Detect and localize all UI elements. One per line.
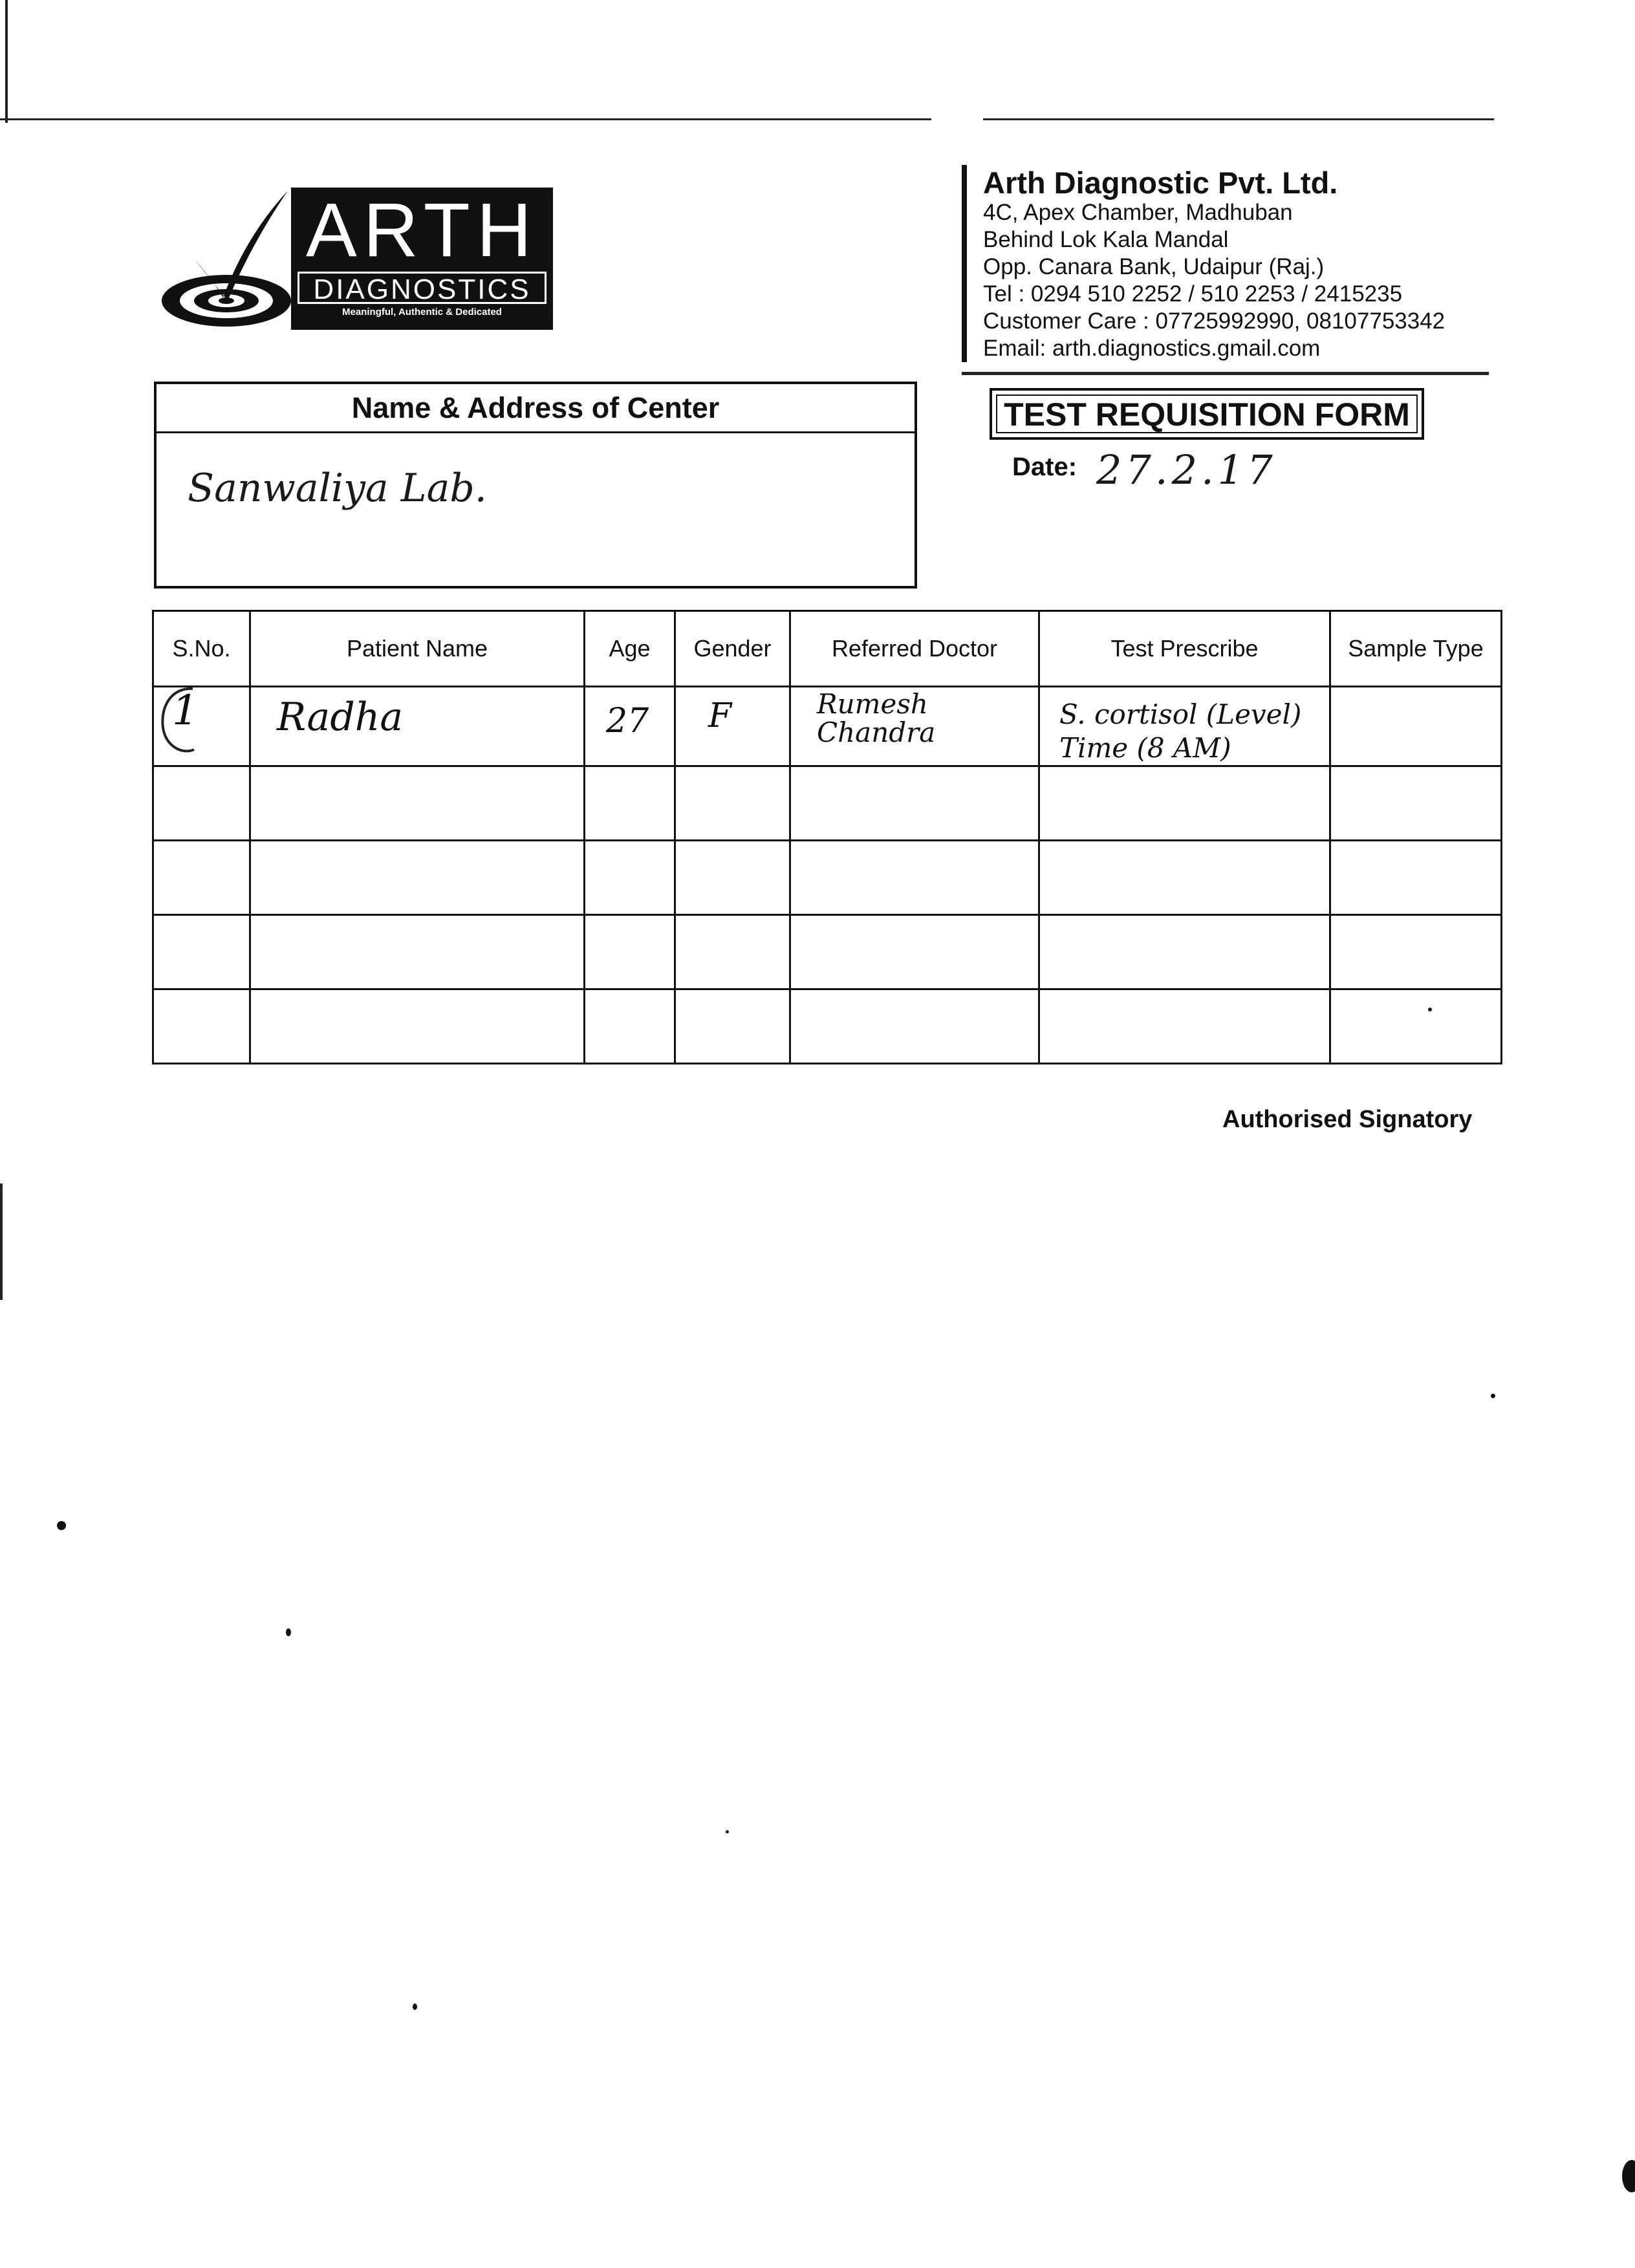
company-address-line: Behind Lok Kala Mandal: [983, 227, 1229, 252]
target-check-icon: [155, 184, 310, 333]
table-cell[interactable]: [790, 766, 1039, 841]
table-header-row: [153, 611, 1502, 687]
table-cell[interactable]: [1330, 915, 1502, 989]
scan-speck: [726, 1830, 729, 1833]
form-title-text: TEST REQUISITION FORM: [1004, 396, 1410, 433]
column-header: Referred Doctor: [790, 611, 1039, 687]
sno-value: 1: [172, 687, 199, 735]
table-cell[interactable]: [585, 841, 675, 915]
doctor-value: Rumesh Chandra: [817, 688, 936, 748]
scan-speck: [57, 1521, 66, 1530]
scan-speck: [1491, 1394, 1495, 1398]
table-row: [153, 989, 1502, 1064]
table-cell[interactable]: [675, 766, 790, 841]
table-cell[interactable]: [250, 766, 585, 841]
table-cell[interactable]: [1330, 841, 1502, 915]
company-customer-care: Customer Care : 07725992990, 08107753342: [983, 308, 1446, 334]
scan-edge-mark-2: [0, 1183, 3, 1300]
column-header: Test Prescribe: [1039, 611, 1330, 687]
column-header: S.No.: [153, 611, 250, 687]
scan-speck: [286, 1628, 291, 1636]
column-header: Patient Name: [250, 611, 585, 687]
age-value: 27: [606, 702, 649, 740]
patient-table: [152, 610, 1502, 1064]
table-row: [153, 766, 1502, 841]
column-header: Age: [585, 611, 675, 687]
sample-value: [1331, 687, 1500, 694]
sample-cell[interactable]: [1330, 687, 1502, 766]
doctor-cell[interactable]: [790, 687, 1039, 766]
scan-edge-mark: [5, 0, 8, 123]
center-name-field[interactable]: Sanwaliya Lab.: [188, 466, 487, 511]
table-cell[interactable]: [1330, 766, 1502, 841]
company-address-line: Opp. Canara Bank, Udaipur (Raj.): [983, 254, 1325, 279]
table-cell[interactable]: [790, 989, 1039, 1064]
table-cell[interactable]: [153, 989, 250, 1064]
scan-rule-top: [0, 118, 931, 120]
company-address-line: 4C, Apex Chamber, Madhuban: [983, 200, 1293, 225]
form-title: [990, 388, 1424, 440]
table-cell[interactable]: [675, 989, 790, 1064]
scan-speck: [413, 2003, 417, 2010]
header-rule: [962, 372, 1489, 375]
table-cell[interactable]: [585, 766, 675, 841]
column-header: Gender: [675, 611, 790, 687]
company-name: Arth Diagnostic Pvt. Ltd.: [983, 166, 1338, 200]
table-row: [153, 841, 1502, 915]
authorised-signatory: Authorised Signatory: [1222, 1106, 1473, 1133]
test-cell[interactable]: [1039, 687, 1330, 766]
company-phone: Tel : 0294 510 2252 / 510 2253 / 2415235: [983, 281, 1403, 307]
gender-value: F: [708, 697, 732, 735]
table-cell[interactable]: [250, 989, 585, 1064]
column-header: Sample Type: [1330, 611, 1502, 687]
table-row: [153, 915, 1502, 989]
scan-rule-top-right: [983, 118, 1494, 120]
scan-speck: [1622, 2160, 1635, 2192]
sno-circle-mark: [154, 682, 225, 760]
table-cell[interactable]: [153, 766, 250, 841]
age-cell[interactable]: [585, 687, 675, 766]
table-row: [153, 687, 1502, 766]
company-divider: [962, 165, 967, 362]
date-label: Date:: [1012, 453, 1077, 481]
date-field[interactable]: 27.2.17: [1096, 446, 1277, 493]
form-title-frame: [996, 394, 1418, 433]
center-heading: Name & Address of Center: [154, 382, 917, 433]
table-cell[interactable]: [1039, 915, 1330, 989]
table-cell[interactable]: [1330, 989, 1502, 1064]
table-cell[interactable]: [153, 841, 250, 915]
gender-cell[interactable]: [675, 687, 790, 766]
patient-cell[interactable]: [250, 687, 585, 766]
scan-speck: [1428, 1008, 1432, 1011]
company-email: Email: arth.diagnostics.gmail.com: [983, 336, 1321, 361]
table-cell[interactable]: [585, 915, 675, 989]
table-cell[interactable]: [790, 915, 1039, 989]
logo-tagline: Meaningful, Authentic & Dedicated: [342, 307, 502, 318]
table-cell[interactable]: [675, 841, 790, 915]
table-cell[interactable]: [1039, 989, 1330, 1064]
table-cell[interactable]: [675, 915, 790, 989]
table-cell[interactable]: [790, 841, 1039, 915]
table-cell[interactable]: [250, 841, 585, 915]
table-cell[interactable]: [153, 915, 250, 989]
table-cell[interactable]: [1039, 766, 1330, 841]
patient-value: Radha: [277, 695, 404, 740]
logo-wordmark: ARTH: [305, 188, 539, 273]
table-cell[interactable]: [585, 989, 675, 1064]
logo-subtitle: DIAGNOSTICS: [298, 272, 547, 304]
table-cell[interactable]: [1039, 841, 1330, 915]
table-cell[interactable]: [250, 915, 585, 989]
test-value: S. cortisol (Level) Time (8 AM): [1059, 698, 1302, 764]
